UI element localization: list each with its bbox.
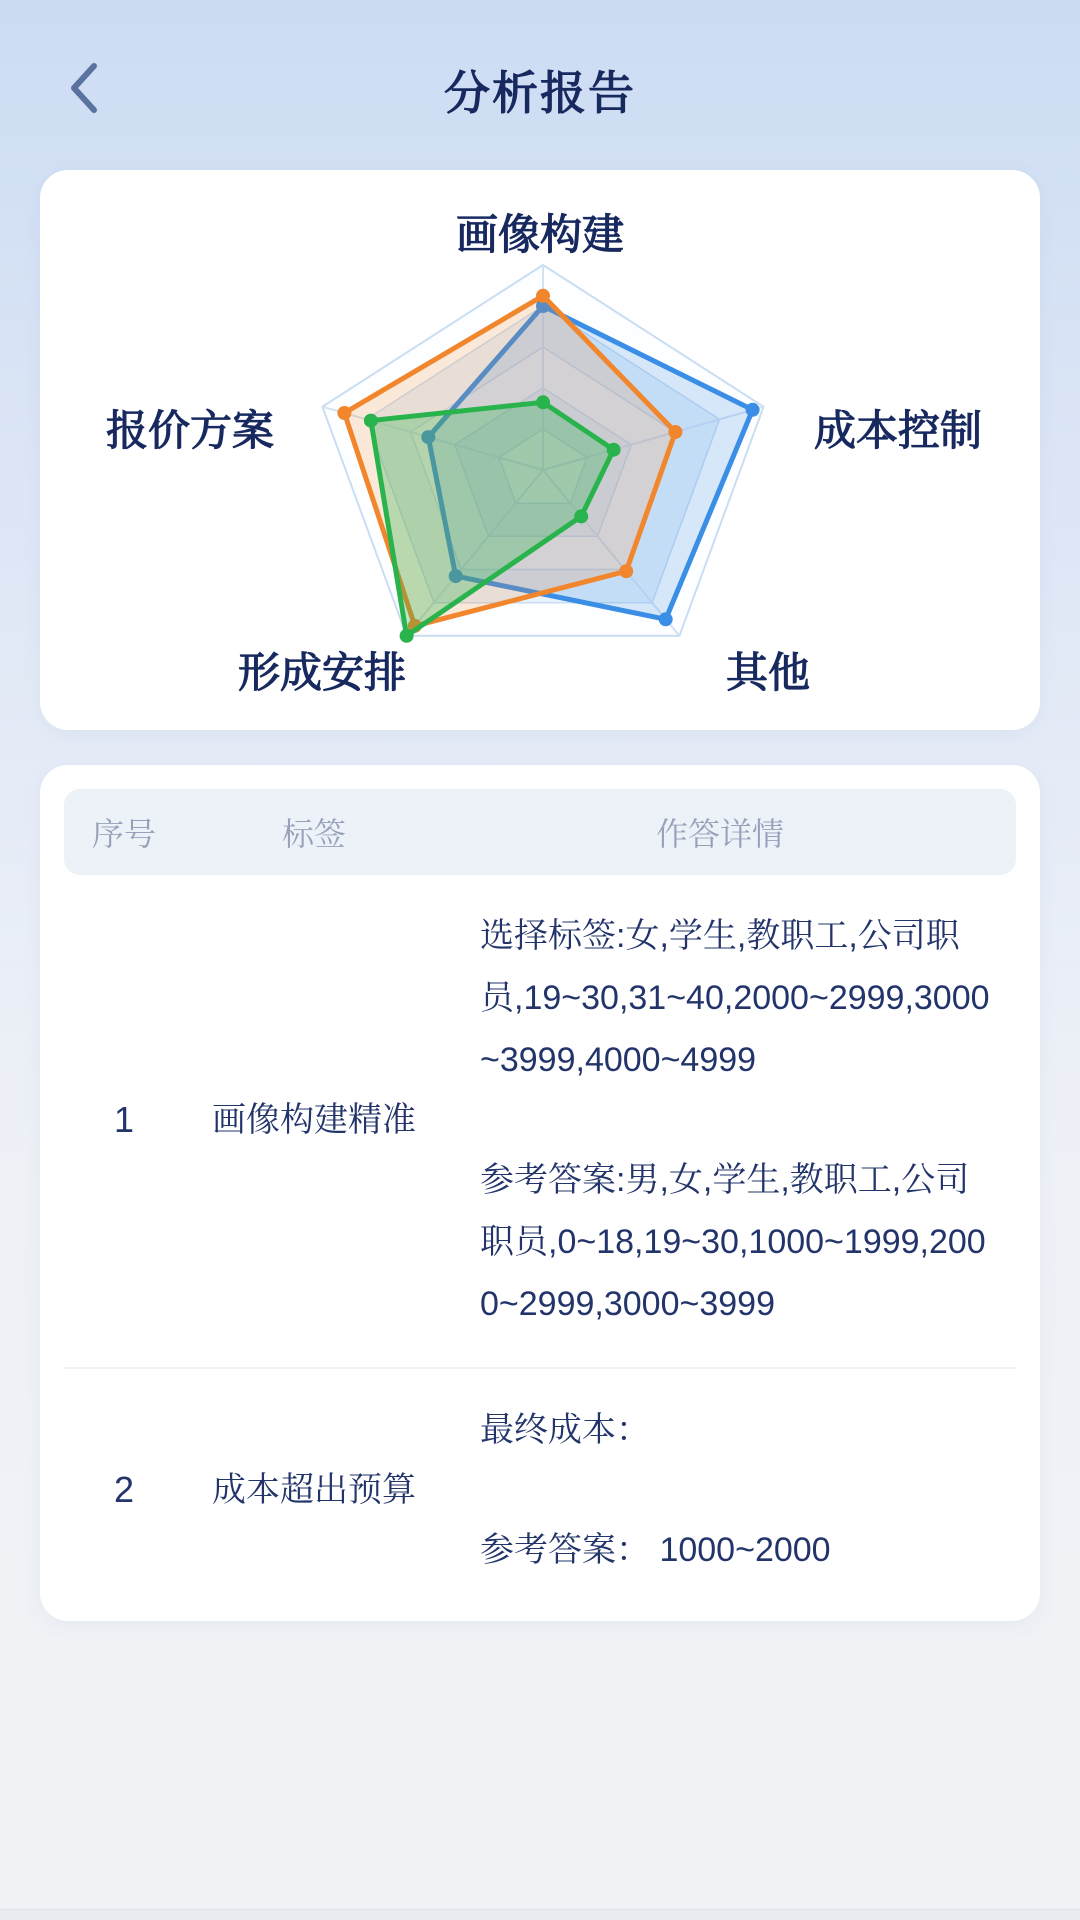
radar-axis-label-portrait: 画像构建 [455, 211, 625, 258]
table-row [64, 875, 1016, 1367]
row-detail [444, 1399, 1016, 1581]
radar-axis-label-quote: 报价方案 [105, 407, 275, 454]
top-nav-bar [0, 44, 1080, 136]
chevron-left-icon [64, 60, 104, 121]
selected-tags-text: 选择标签:女,学生,教职工,公司职员,19~30,31~40,2000~2999,3000~3999,4000~4999 [480, 917, 990, 1079]
table-header-index: 序号 [91, 816, 156, 852]
reference-answer-text: 参考答案:男,女,学生,教职工,公司职员,0~18,19~30,1000~1999,2000~2999,3000~3999 [480, 1161, 986, 1323]
screen-bottom-edge [0, 1909, 1080, 1920]
row-label: 成本超出预算 [212, 1471, 416, 1509]
table-header-detail: 作答详情 [655, 816, 784, 852]
reference-answer-text: 参考答案： 1000~2000 [480, 1531, 831, 1569]
back-button[interactable] [52, 58, 116, 122]
page-title: 分析报告 [444, 67, 636, 119]
radar-axis-label-cost: 成本控制 [813, 407, 983, 454]
radar-chart [40, 170, 1040, 730]
row-detail [444, 905, 1016, 1335]
table-header-label: 标签 [281, 816, 346, 852]
radar-chart-card [40, 170, 1040, 730]
row-label: 画像构建精准 [212, 1101, 416, 1139]
final-cost-text: 最终成本： [480, 1411, 650, 1449]
table-header-row [64, 789, 1016, 875]
table-row [64, 1367, 1016, 1613]
row-index: 1 [113, 1099, 135, 1140]
radar-axis-label-schedule: 形成安排 [237, 649, 407, 696]
answer-table-card [40, 765, 1040, 1621]
row-index: 2 [113, 1469, 135, 1510]
radar-axis-label-other: 其他 [725, 649, 811, 696]
